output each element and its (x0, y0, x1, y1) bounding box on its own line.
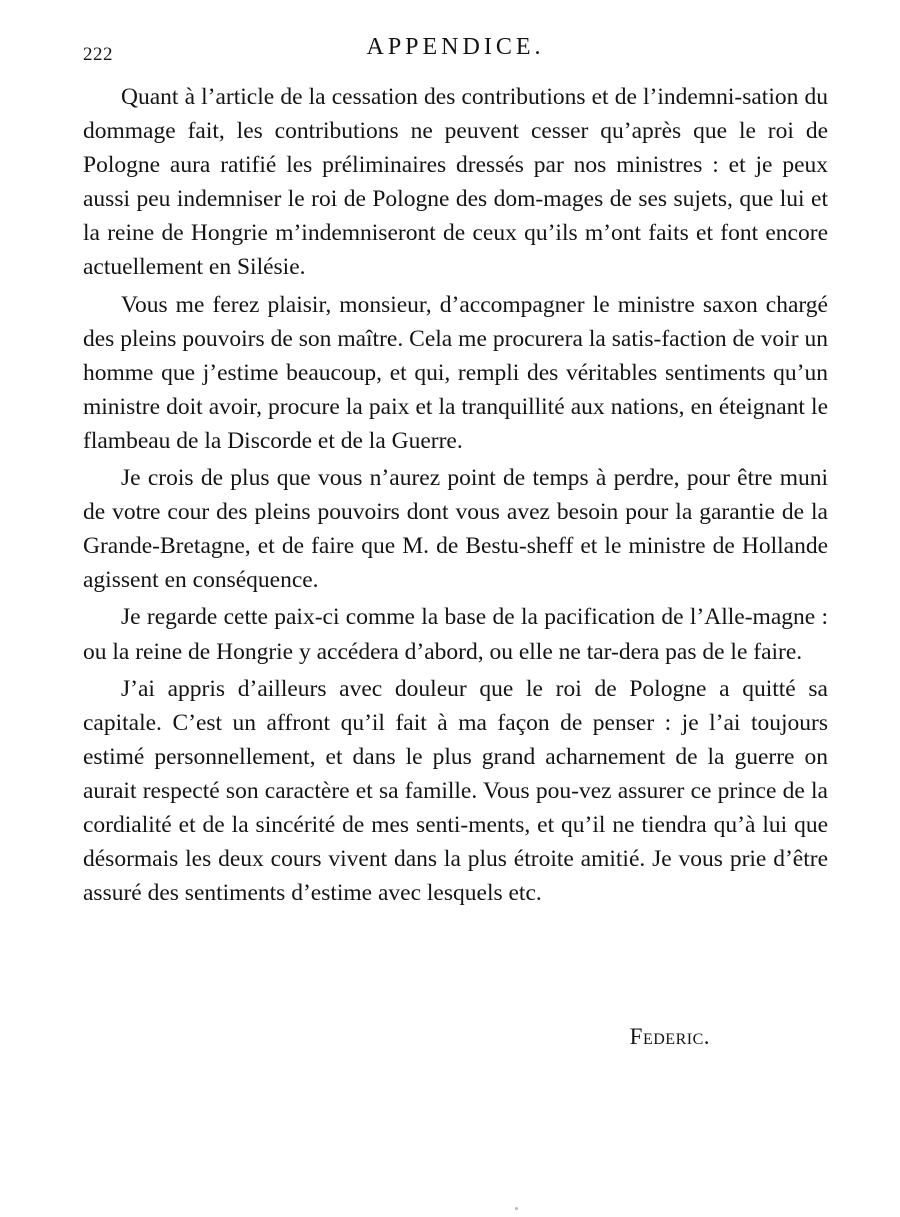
paragraph-saxon-minister: Vous me ferez plaisir, monsieur, d’accompagner le ministre saxon chargé des pleins pouvoirs de son maître. Cela me procurera la satis-faction de voir un homme que j’estime beaucoup, et qui, rempli des véritables sentiments qu’un ministre doit avoir, procure la paix et la tranquillité aux nations, en éteignant le flambeau de la Discorde et de la Guerre. (83, 291, 828, 454)
paragraph-pacification: Je regarde cette paix-ci comme la base de la pacification de l’Alle-magne : ou la reine de Hongrie y accédera d’abord, ou elle ne tar-dera pas de le faire. (83, 604, 828, 665)
running-head (83, 34, 828, 70)
letter-body (83, 80, 828, 910)
print-speck (515, 1207, 518, 1210)
paragraph-full-powers: Je crois de plus que vous n’aurez point de temps à perdre, pour être muni de votre cour des pleins pouvoirs dont vous avez besoin pour la garantie de la Grande-Bretagne, et de faire que M. de Bestu-sheff et le ministre de Hollande agissent en conséquence. (83, 465, 828, 594)
signature: Federic. (629, 1024, 710, 1049)
page-number: 222 (83, 44, 113, 65)
running-title: APPENDICE. (366, 34, 545, 60)
paragraph-king-of-poland: J’ai appris d’ailleurs avec douleur que le roi de Pologne a quitté sa capitale. C’est un affront qu’il fait à ma façon de penser : je l’ai toujours estimé personnellement, et dans le plus grand acharnement de la guerre on aurait respecté son caractère et sa famille. Vous pou-vez assurer ce prince de la cordialité et de la sincérité de mes senti-ments, et qu’il ne tiendra qu’à lui que désormais les deux cours vivent dans la plus étroite amitié. Je vous prie d’être assuré des sentiments d’estime avec lesquels etc. (83, 675, 828, 907)
paragraph-contributions: Quant à l’article de la cessation des contributions et de l’indemni-sation du dommage fait, les contributions ne peuvent cesser qu’après que le roi de Pologne aura ratifié les préliminaires dressés par nos ministres : et je peux aussi peu indemniser le roi de Pologne des dom-mages de ses sujets, que lui et la reine de Hongrie m’indemniseront de ceux qu’ils m’ont faits et font encore actuellement en Silésie. (83, 84, 828, 281)
